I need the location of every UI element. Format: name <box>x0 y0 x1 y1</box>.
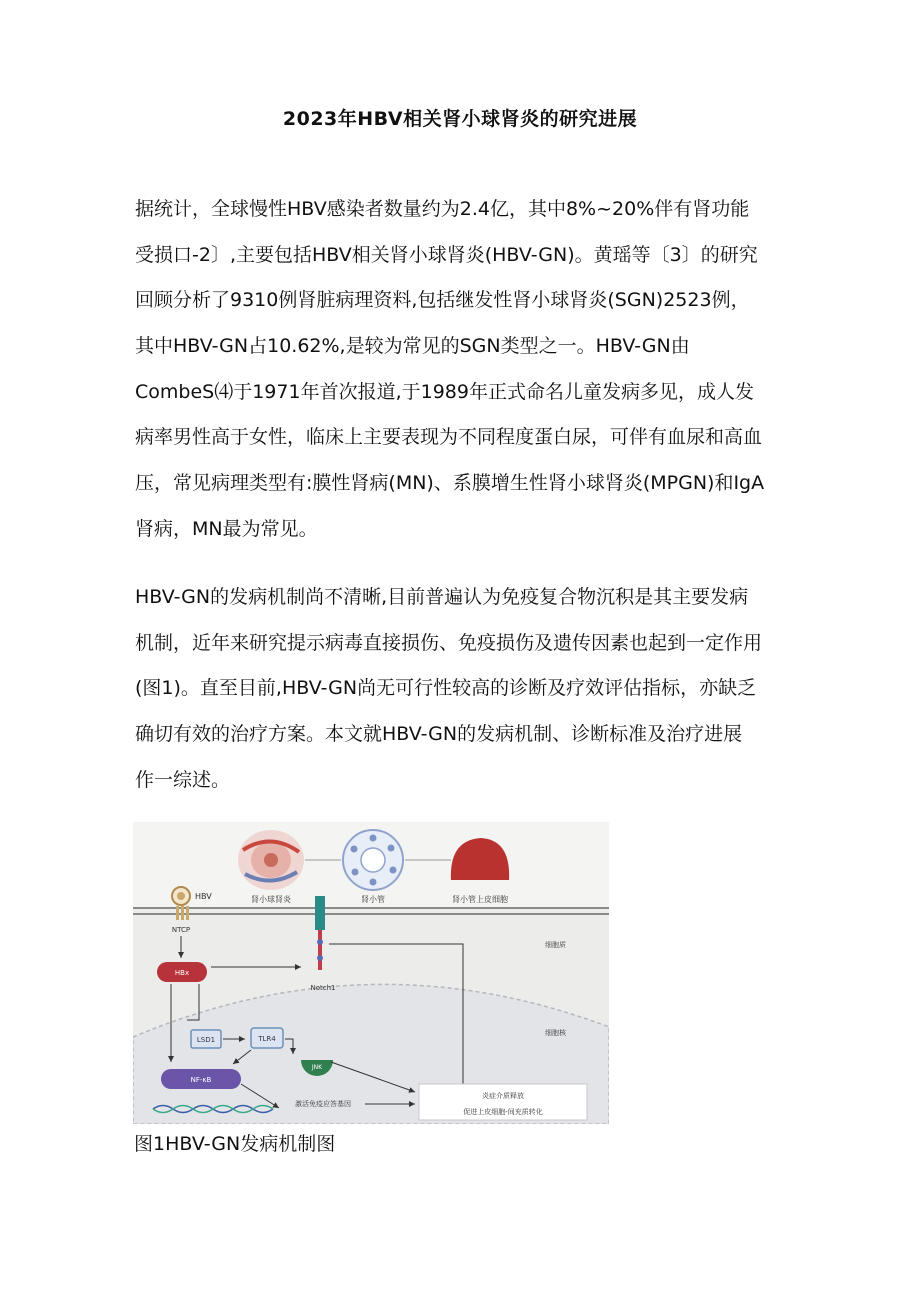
label-tlr4: TLR4 <box>258 1035 276 1043</box>
text-line: (图1)。直至目前,HBV-GN尚无可行性较高的诊断及疗效评估指标，亦缺乏 <box>135 677 757 700</box>
text-line: HBV-GN的发病机制尚不清晰,目前普遍认为免疫复合物沉积是其主要发病 <box>135 586 749 608</box>
label-nucleus: 细胞核 <box>545 1029 566 1037</box>
text-line: 受损口-2〕,主要包括HBV相关肾小球肾炎(HBV-GN)。黄瑶等〔3〕的研究 <box>135 243 758 266</box>
renal-tubule-icon <box>343 830 403 890</box>
figure-1-mechanism-diagram <box>133 822 609 1124</box>
page-title: 2023年HBV相关肾小球肾炎的研究进展 <box>282 108 638 130</box>
label-outcome-inflammation: 炎症介质释放 <box>482 1092 524 1100</box>
text-line: 确切有效的治疗方案。本文就HBV-GN的发病机制、诊断标准及治疗进展 <box>135 723 743 746</box>
label-ntcp: NTCP <box>171 926 191 934</box>
glomerulus-icon <box>238 830 304 890</box>
label-immune-response-genes: 激活免疫应答基因 <box>295 1100 351 1108</box>
label-jnk: JNK <box>311 1064 323 1071</box>
hbv-virus-icon <box>172 887 190 905</box>
text-line: 压，常见病理类型有:膜性肾病(MN)、系膜增生性肾小球肾炎(MPGN)和IgA <box>135 472 765 495</box>
text-line: 其中HBV-GN占10.62%,是较为常见的SGN类型之一。HBV-GN由 <box>135 335 690 358</box>
label-cytoplasm: 细胞质 <box>545 941 566 949</box>
label-lsd1: LSD1 <box>196 1036 216 1044</box>
text-line: 作一综述。 <box>135 768 231 791</box>
text-line: 病率男性高于女性，临床上主要表现为不同程度蛋白尿，可伴有血尿和高血 <box>135 426 763 449</box>
paragraph-intro <box>135 187 795 553</box>
label-renal-tubule: 肾小管 <box>361 895 385 904</box>
label-hbv: HBV <box>195 892 212 901</box>
label-glomerulonephritis: 肾小球肾炎 <box>251 895 291 904</box>
text-line: 机制，近年来研究提示病毒直接损伤、免疫损伤及遗传因素也起到一定作用 <box>135 631 763 654</box>
figure-caption: 图1HBV-GN发病机制图 <box>134 1133 336 1155</box>
text-line: 回顾分析了9310例肾脏病理资料,包括继发性肾小球肾炎(SGN)2523例， <box>135 289 750 312</box>
text-line: 据统计，全球慢性HBV感染者数量约为2.4亿，其中8%~20%伴有肾功能 <box>135 198 750 220</box>
paragraph-mechanism <box>135 575 795 803</box>
label-notch1: Notch1 <box>310 984 336 992</box>
text-line: CombeS⑷于1971年首次报道,于1989年正式命名儿童发病多见，成人发 <box>135 380 754 403</box>
label-hbx: HBx <box>174 969 190 977</box>
ntcp-receptor-icon <box>176 906 189 920</box>
label-nfkb: NF-κB <box>190 1076 212 1084</box>
label-tubular-epithelial-cell: 肾小管上皮细胞 <box>452 895 508 904</box>
label-outcome-emt: 促进上皮细胞-间充质转化 <box>463 1108 543 1116</box>
text-line: 肾病，MN最为常见。 <box>135 517 318 540</box>
